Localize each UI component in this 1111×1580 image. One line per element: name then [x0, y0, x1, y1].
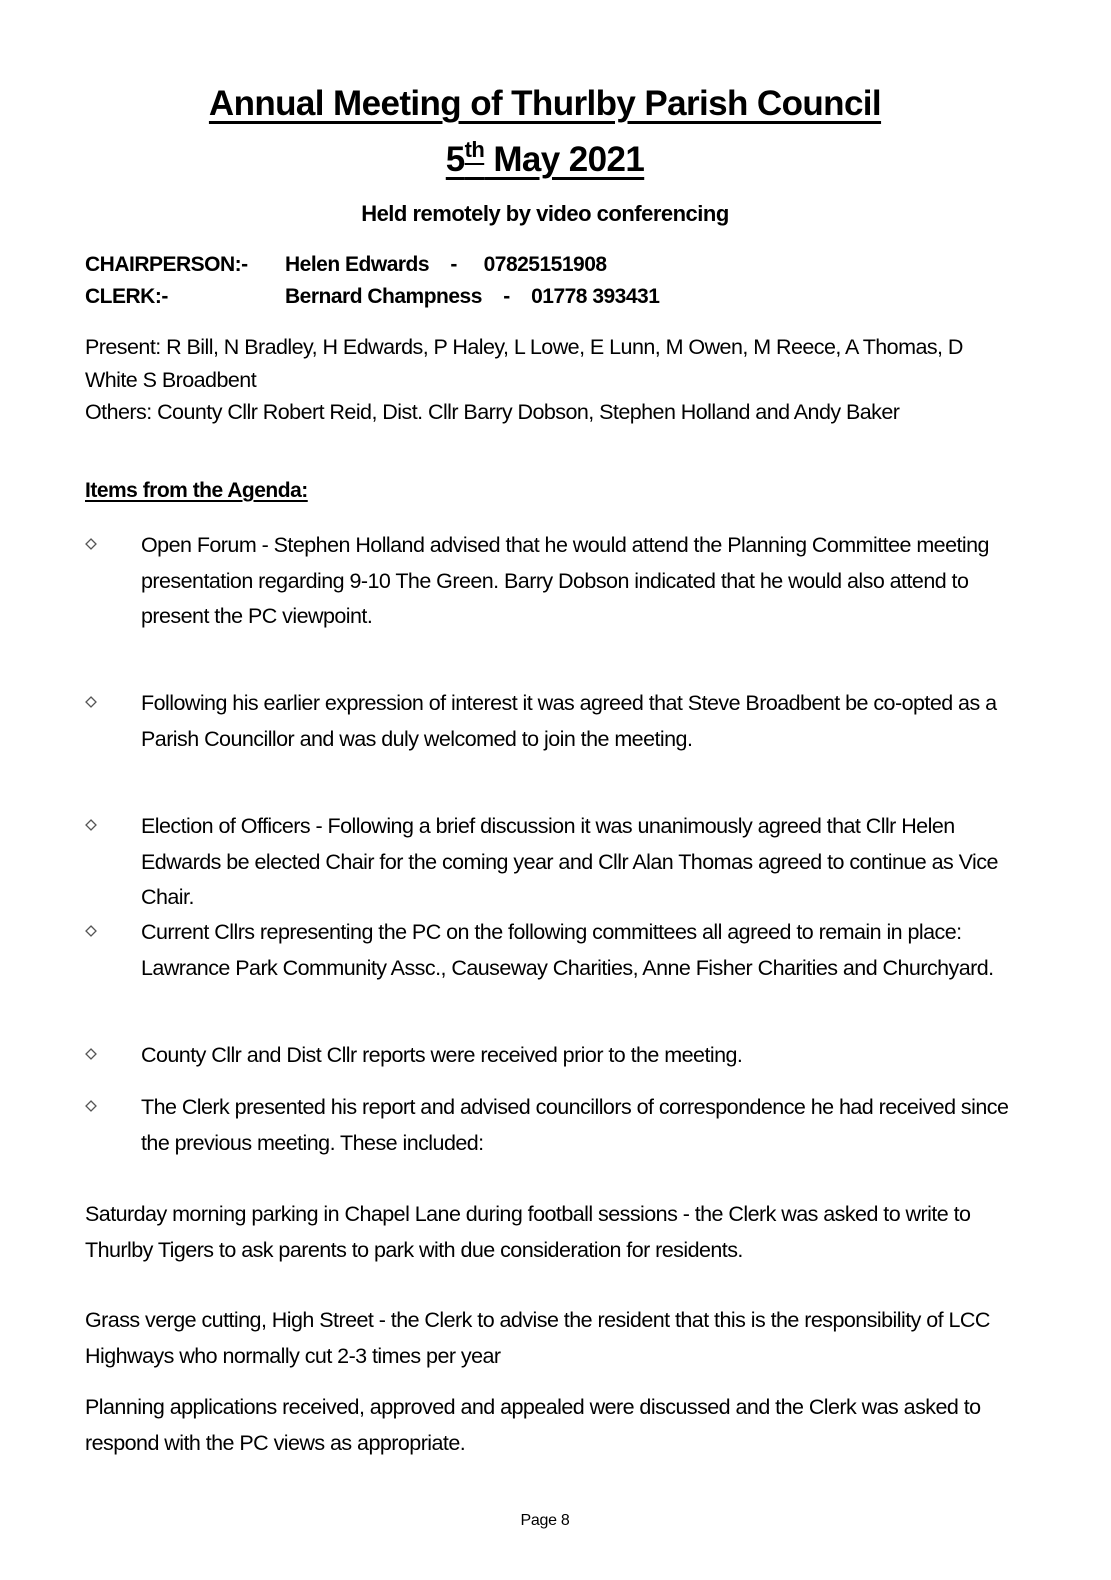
date-day: 5 [445, 140, 465, 179]
correspondence-item: Saturday morning parking in Chapel Lane during football sessions - the Clerk was asked to write to Thurlby Tigers to ask parents to park with due consideration for residents. [85, 1202, 971, 1262]
correspondence-item: Grass verge cutting, High Street - the Clerk to advise the resident that this is the responsibility of LCC Highways who normally cut 2-3 times per year [85, 1308, 990, 1368]
date-suffix: th [464, 137, 485, 162]
diamond-bullet-icon [85, 696, 97, 708]
attendance [85, 331, 1005, 429]
diamond-bullet-icon [85, 1048, 97, 1060]
chairperson-name: Helen Edwards [285, 253, 430, 276]
agenda-item-text: Open Forum - Stephen Holland advised that he would attend the Planning Committee meeting presentation regarding 9-10 The Green. Barry Dobson indicated that he would also attend to present the PC viewpoint. [141, 533, 989, 628]
clerk-separator: - [503, 285, 510, 308]
planning-paragraph: Planning applications received, approved and appealed were discussed and the Clerk was asked to respond with the PC views as appropriate. [85, 1395, 981, 1455]
agenda-item-text: Current Cllrs representing the PC on the following committees all agreed to remain in place: Lawrance Park Community Assc., Causeway Charities, Anne Fisher Charities and Churchyard. [141, 920, 994, 980]
clerk-label: CLERK:- [85, 285, 168, 308]
date-rest: May 2021 [484, 140, 645, 179]
agenda-item-text: Election of Officers - Following a brief discussion it was unanimously agreed that Cllr Helen Edwards be elected Chair for the coming year and Cllr Alan Thomas agreed to continue as Vice Chair. [141, 814, 998, 909]
diamond-bullet-icon [85, 1100, 97, 1112]
chairperson-label: CHAIRPERSON:- [85, 253, 248, 276]
diamond-bullet-icon [85, 819, 97, 831]
page-number: Page 8 [520, 1512, 570, 1529]
clerk-name: Bernard Champness [285, 285, 482, 308]
diamond-bullet-icon [85, 538, 97, 550]
agenda-heading: Items from the Agenda: [85, 479, 308, 502]
agenda-item-text: The Clerk presented his report and advised councillors of correspondence he had received since the previous meeting. These included: [141, 1095, 1009, 1155]
chairperson-contact [85, 253, 607, 277]
clerk-contact [85, 285, 659, 309]
chairperson-separator: - [450, 253, 457, 276]
others-list: Others: County Cllr Robert Reid, Dist. Cllr Barry Dobson, Stephen Holland and Andy Baker [85, 400, 900, 424]
present-list: Present: R Bill, N Bradley, H Edwards, P Haley, L Lowe, E Lunn, M Owen, M Reece, A Thomas, D White S Broadbent [85, 335, 963, 392]
meeting-subtitle: Held remotely by video conferencing [361, 201, 729, 226]
agenda-item-text: County Cllr and Dist Cllr reports were received prior to the meeting. [141, 1043, 743, 1067]
agenda-item-text: Following his earlier expression of interest it was agreed that Steve Broadbent be co-opted as a Parish Councillor and was duly welcomed to join the meeting. [141, 691, 997, 751]
chairperson-phone: 07825151908 [483, 253, 607, 276]
clerk-phone: 01778 393431 [531, 285, 660, 308]
meeting-date [0, 137, 1090, 180]
document-title: Annual Meeting of Thurlby Parish Council [208, 84, 882, 123]
diamond-bullet-icon [85, 925, 97, 937]
